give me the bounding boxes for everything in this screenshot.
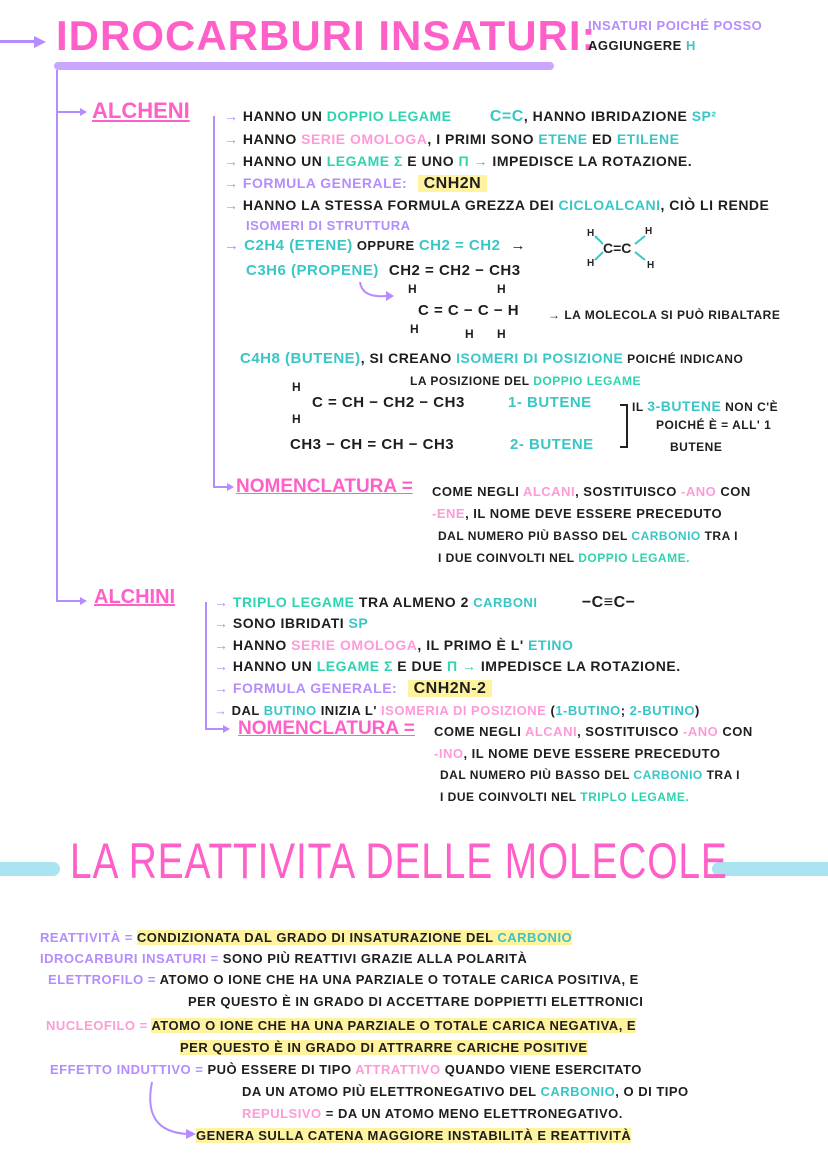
propene-structure: C = C − C − H — [418, 302, 520, 319]
reattivita-line-5: EFFETTO INDUTTIVO = PUÒ ESSERE DI TIPO ATTRATTIVO QUANDO VIENE ESERCITATO — [50, 1062, 642, 1077]
reattivita-title: LA REATTIVITA DELLE MOLECOLE — [70, 833, 728, 889]
alcheni-line-3: → HANNO UN LEGAME Σ E UNO Π → IMPEDISCE LA ROTAZIONE. — [224, 153, 693, 169]
alchini-nomenclatura-label: NOMENCLATURA = — [238, 718, 415, 739]
reattivita-line-1: REATTIVITÀ = CONDIZIONATA DAL GRADO DI INSATURAZIONE DEL CARBONIO — [40, 930, 573, 945]
alcheni-label: ALCHENI — [92, 98, 190, 123]
alcheni-nom-line3: DAL NUMERO PIÙ BASSO DEL CARBONIO TRA I — [438, 529, 738, 543]
alchini-nom-line2: -INO, IL NOME DEVE ESSERE PRECEDUTO — [434, 746, 721, 761]
propene-h-bot3: H — [497, 327, 507, 341]
reattivita-line-5c: REPULSIVO = DA UN ATOMO MENO ELETTRONEGATIVO. — [242, 1106, 623, 1121]
alchini-line-5: → FORMULA GENERALE: CNH2N-2 — [214, 680, 492, 698]
reattivita-line-5b: DA UN ATOMO PIÙ ELETTRONEGATIVO DEL CARBONIO, O DI TIPO — [242, 1084, 689, 1099]
alcheni-etene: → C2H4 (ETENE) OPPURE CH2 = CH2 → — [224, 237, 526, 254]
alchini-line-4: → HANNO UN LEGAME Σ E DUE Π → IMPEDISCE LA ROTAZIONE. — [214, 658, 681, 674]
alcheni-nomenclatura-label: NOMENCLATURA = — [236, 476, 413, 497]
alchini-nom-line4: I DUE COINVOLTI NEL TRIPLO LEGAME. — [440, 790, 690, 804]
alcheni-butene-line2: LA POSIZIONE DEL DOPPIO LEGAME — [410, 374, 642, 388]
reattivita-bar-left — [0, 862, 60, 876]
reattivita-line-3: ELETTROFILO = ATOMO O IONE CHE HA UNA PARZIALE O TOTALE CARICA POSITIVA, E — [48, 972, 639, 987]
butene1-name: 1- BUTENE — [508, 394, 592, 411]
propene-h-top2: H — [497, 282, 507, 296]
butene-note-3: BUTENE — [670, 440, 723, 454]
propene-ribalta-note: → LA MOLECOLA SI PUÒ RIBALTARE — [548, 308, 781, 322]
alcheni-isomeri-struttura: ISOMERI DI STRUTTURA — [246, 218, 411, 233]
alchini-line-6: → DAL BUTINO INIZIA L' ISOMERIA DI POSIZIONE (1-BUTINO; 2-BUTINO) — [214, 703, 700, 718]
propene-h-top: H — [408, 282, 418, 296]
alcheni-propene: C3H6 (PROPENE) CH2 = CH2 − CH3 — [246, 262, 521, 279]
alcheni-nom-line2: -ENE, IL NOME DEVE ESSERE PRECEDUTO — [432, 506, 723, 521]
reattivita-line-2: IDROCARBURI INSATURI = SONO PIÙ REATTIVI GRAZIE ALLA POLARITÀ — [40, 951, 528, 966]
alchini-line-2: → SONO IBRIDATI SP — [214, 615, 369, 631]
butene1-formula: C = CH − CH2 − CH3 — [312, 394, 465, 411]
butene2-formula: CH3 − CH = CH − CH3 — [290, 436, 455, 453]
alchini-line-3: → HANNO SERIE OMOLOGA, IL PRIMO È L' ETINO — [214, 637, 574, 653]
butene-bracket — [620, 404, 628, 448]
alcheni-line-2: → HANNO SERIE OMOLOGA, I PRIMI SONO ETENE ED ETILENE — [224, 131, 680, 147]
svg-text:H: H — [647, 260, 655, 271]
propene-h-bot: H — [410, 322, 420, 336]
effetto-induttivo-arrow — [140, 1080, 200, 1140]
propene-curved-arrow — [356, 280, 396, 304]
alcheni-line-4: → FORMULA GENERALE: CNH2N — [224, 175, 487, 193]
svg-text:H: H — [587, 258, 595, 269]
alcheni-branch-line — [213, 116, 215, 486]
tree-main-line — [56, 70, 58, 600]
reattivita-line-3b: PER QUESTO È IN GRADO DI ACCETTARE DOPPIETTI ELETTRONICI — [188, 994, 644, 1009]
title-underline — [54, 62, 554, 70]
butene-note-2: POICHÉ È = ALL' 1 — [656, 418, 772, 432]
alcheni-line-1: → HANNO UN DOPPIO LEGAME C=C, HANNO IBRIDAZIONE SP² — [224, 108, 717, 125]
reattivita-line-4b: PER QUESTO È IN GRADO DI ATTRARRE CARICHE POSITIVE — [180, 1040, 588, 1055]
alchini-branch-line — [205, 602, 207, 728]
alchini-nom-line1: COME NEGLI ALCANI, SOSTITUISCO -ANO CON — [434, 724, 753, 739]
alchini-nom-line3: DAL NUMERO PIÙ BASSO DEL CARBONIO TRA I — [440, 768, 740, 782]
alchini-line-1: → TRIPLO LEGAME TRA ALMENO 2 CARBONI −C≡C− — [214, 594, 636, 611]
svg-text:H: H — [645, 226, 653, 237]
alcheni-nom-line1: COME NEGLI ALCANI, SOSTITUISCO -ANO CON — [432, 484, 751, 499]
svg-text:H: H — [587, 228, 595, 239]
alchini-label: ALCHINI — [94, 586, 176, 608]
reattivita-bar-right — [712, 862, 828, 876]
page-title: IDROCARBURI INSATURI: — [56, 12, 597, 59]
reattivita-line-4: NUCLEOFILO = ATOMO O IONE CHE HA UNA PARZIALE O TOTALE CARICA NEGATIVA, E — [46, 1018, 637, 1033]
alcheni-line-5: → HANNO LA STESSA FORMULA GREZZA DEI CICLOALCANI, CIÒ LI RENDE — [224, 197, 770, 213]
butene1-h2: H — [292, 412, 302, 426]
etene-structure — [585, 222, 665, 272]
title-note-line1: INSATURI POICHÉ POSSO — [588, 18, 763, 33]
title-note-line2: AGGIUNGERE H — [588, 38, 696, 53]
butene1-h1: H — [292, 380, 302, 394]
alcheni-nom-line4: I DUE COINVOLTI NEL DOPPIO LEGAME. — [438, 551, 690, 565]
reattivita-line-5d: GENERA SULLA CATENA MAGGIORE INSTABILITÀ E REATTIVITÀ — [196, 1128, 632, 1143]
propene-h-bot2: H — [465, 327, 475, 341]
butene-note-1: IL 3-BUTENE NON C'È — [632, 398, 779, 414]
butene2-name: 2- BUTENE — [510, 436, 594, 453]
alcheni-butene: C4H8 (BUTENE), SI CREANO ISOMERI DI POSIZIONE POICHÉ INDICANO — [240, 350, 744, 367]
svg-text:C=C: C=C — [603, 240, 632, 256]
